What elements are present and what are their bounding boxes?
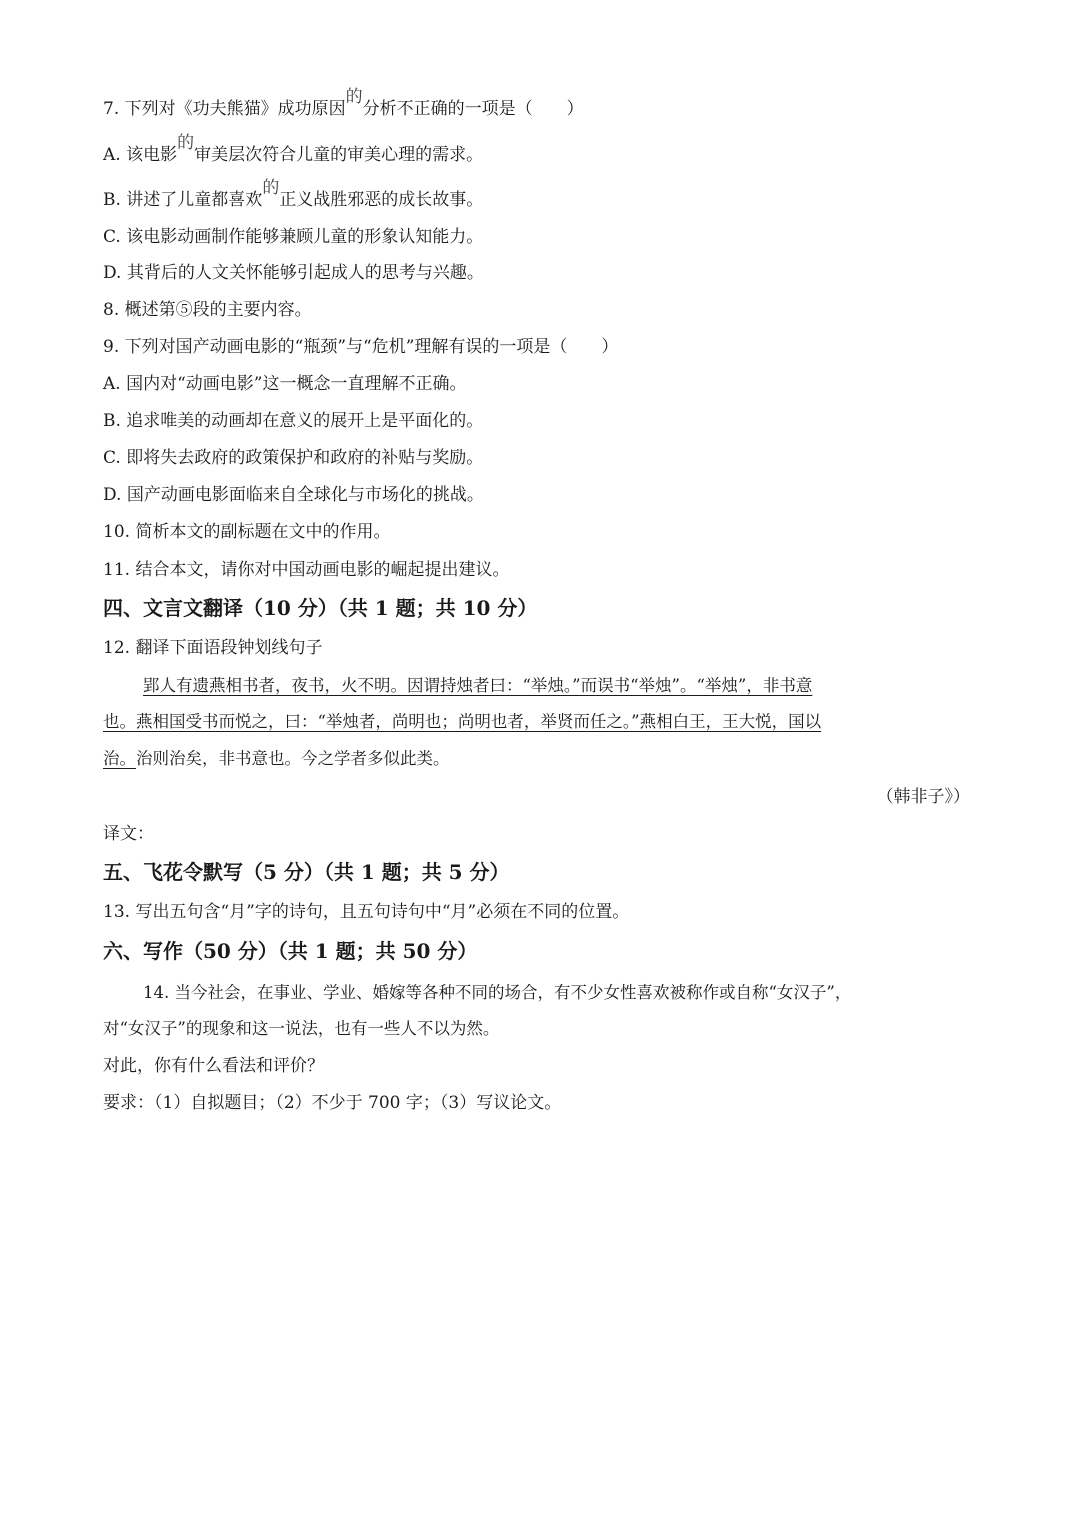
passage-source: （韩非子》） bbox=[876, 787, 970, 807]
q7-option-b-de: 的 bbox=[262, 178, 280, 198]
passage-line-1 bbox=[143, 675, 978, 697]
q9-option-d: D. 国产动画电影面临来自全球化与市场化的挑战。 bbox=[103, 485, 484, 505]
q9-stem: 9. 下列对国产动画电影的“瓶颈”与“危机”理解有误的一项是（ ） bbox=[103, 337, 619, 357]
q7-option-b-text-2: 正义战胜邪恶的成长故事。 bbox=[279, 190, 484, 210]
translation-label: 译文： bbox=[103, 824, 154, 844]
q7-option-a-de: 的 bbox=[177, 133, 195, 153]
passage-line-1-text: 郢人有遗燕相书者，夜书，火不明。因谓持烛者曰：“举烛。”而误书“举烛”。“举烛”，非书意 bbox=[143, 676, 813, 695]
section6-heading: 六、写作（50 分）（共 1 题；共 50 分） bbox=[103, 939, 478, 963]
passage-line-3-rest: 治则治矣，非书意也。今之学者多似此类。 bbox=[136, 749, 450, 768]
q9-option-b: B. 追求唯美的动画却在意义的展开上是平面化的。 bbox=[103, 411, 484, 431]
q7-option-b-text-1: B. 讲述了儿童都喜欢 bbox=[103, 190, 263, 210]
q10-stem: 10. 简析本文的副标题在文中的作用。 bbox=[103, 522, 391, 542]
q14-line-1: 14. 当今社会，在事业、学业、婚嫁等各种不同的场合，有不少女性喜欢被称作或自称“女汉子”， bbox=[143, 983, 852, 1002]
passage-line-2 bbox=[103, 711, 938, 733]
q7-option-c: C. 该电影动画制作能够兼顾儿童的形象认知能力。 bbox=[103, 227, 484, 247]
passage-line-3-underlined: 治。 bbox=[103, 749, 136, 768]
q7-stem bbox=[103, 87, 584, 120]
q7-stem-de: 的 bbox=[345, 87, 363, 107]
q14-requirements: 要求：（1）自拟题目；（2）不少于 700 字；（3）写议论文。 bbox=[103, 1093, 562, 1113]
q14-line-3: 对此，你有什么看法和评价？ bbox=[103, 1056, 324, 1076]
q13-stem: 13. 写出五句含“月”字的诗句，且五句诗句中“月”必须在不同的位置。 bbox=[103, 902, 630, 922]
q7-option-b bbox=[103, 178, 484, 211]
q12-stem: 12. 翻译下面语段钟划线句子 bbox=[103, 638, 323, 658]
q8-stem: 8. 概述第⑤段的主要内容。 bbox=[103, 300, 312, 320]
q7-option-d: D. 其背后的人文关怀能够引起成人的思考与兴趣。 bbox=[103, 263, 484, 283]
q14-line-2: 对“女汉子”的现象和这一说法，也有一些人不以为然。 bbox=[103, 1019, 500, 1038]
section4-heading: 四、文言文翻译（10 分）（共 1 题；共 10 分） bbox=[103, 596, 538, 620]
q11-stem: 11. 结合本文，请你对中国动画电影的崛起提出建议。 bbox=[103, 560, 510, 580]
q9-option-c: C. 即将失去政府的政策保护和政府的补贴与奖励。 bbox=[103, 448, 484, 468]
passage-line-3 bbox=[103, 748, 938, 770]
passage-line-2-text: 也。燕相国受书而悦之，曰：“举烛者，尚明也；尚明也者，举贤而任之。”燕相白王，王大悦，国以 bbox=[103, 712, 822, 731]
q7-option-a-text-1: A. 该电影 bbox=[103, 145, 178, 165]
q9-option-a: A. 国内对“动画电影”这一概念一直理解不正确。 bbox=[103, 374, 467, 394]
q7-option-a-text-2: 审美层次符合儿童的审美心理的需求。 bbox=[194, 145, 484, 165]
section5-heading: 五、飞花令默写（5 分）（共 1 题；共 5 分） bbox=[103, 860, 510, 884]
q7-stem-text-b: 分析不正确的一项是（ ） bbox=[362, 99, 584, 119]
q7-option-a bbox=[103, 133, 484, 166]
q7-stem-text-a: 7. 下列对《功夫熊猫》成功原因 bbox=[103, 99, 346, 119]
